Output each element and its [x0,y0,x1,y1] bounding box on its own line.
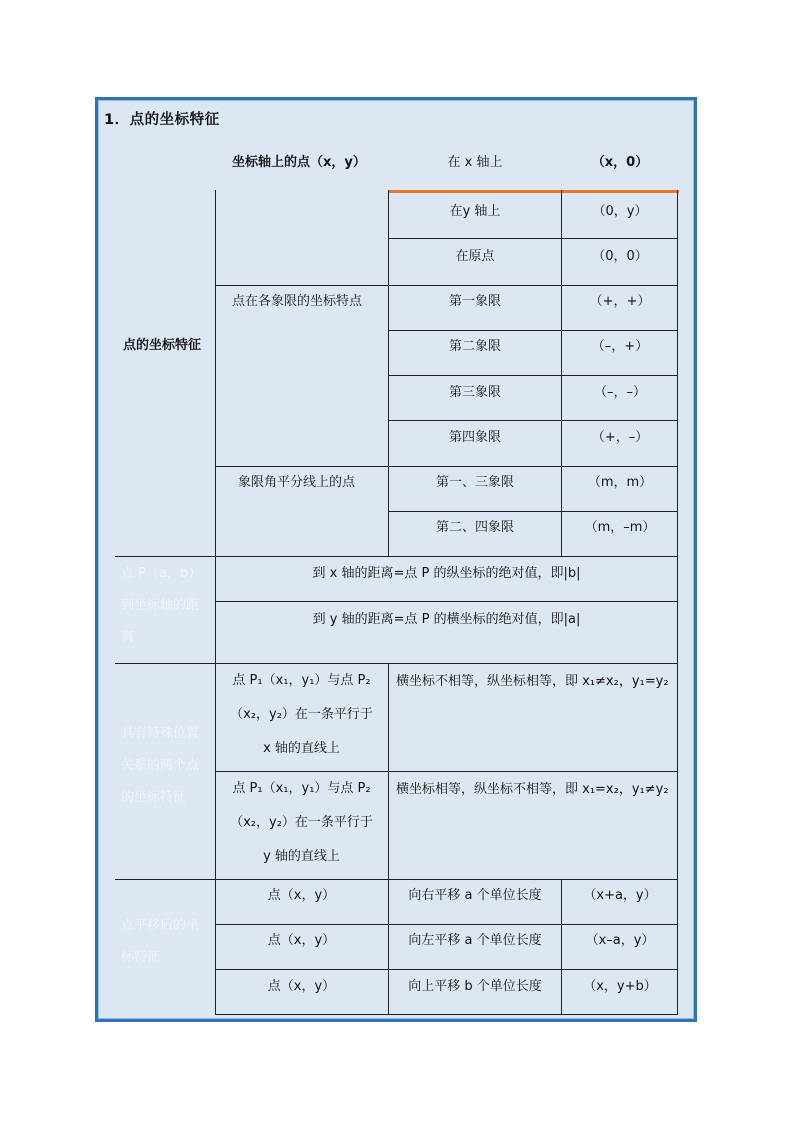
parallel-y-rule: 横坐标相等，纵坐标不相等，即 x₁=x₂，y₁≠y₂ [396,782,669,797]
parallel-y-desc-line: y 轴的直线上 [263,849,340,864]
parallel-y-desc-line: 点 P₁（x₁，y₁）与点 P₂ [232,781,371,796]
origin-label: 在原点 [455,249,495,264]
quadrant-name: 第三象限 [448,385,501,400]
grid-line [561,190,562,557]
on-y-axis-coord: （0，y） [592,204,648,219]
grid-line [115,879,678,880]
quadrant-name: 第一象限 [448,294,501,309]
grid-line [215,924,678,925]
bisector-coord: （m，m） [587,475,653,490]
grid-line [215,285,678,286]
grid-line [215,601,678,602]
grid-line [215,466,678,467]
translate-label-line: 标特征 [121,950,161,965]
header-on-x-axis: 在 x 轴上 [447,155,503,170]
grid-line [115,556,678,557]
parallel-x-desc-line: x 轴的直线上 [263,741,340,756]
grid-line [115,663,678,664]
grid-line [388,663,389,1015]
parallel-x-desc-line: （x₂，y₂）在一条平行于 [230,707,373,722]
grid-line [388,330,678,331]
header-divider [388,190,679,193]
on-y-axis-label: 在y 轴上 [449,204,501,219]
parallel-y-desc-line: （x₂，y₂）在一条平行于 [230,815,373,830]
translate-label-line: 点平移后的坐 [121,918,200,933]
distance-label-line: 点 P（a，b） [121,566,202,581]
grid-line [215,1014,678,1015]
translate-move: 向左平移 a 个单位长度 [408,933,542,948]
translate-point: 点（x，y） [267,979,336,994]
grid-line [388,511,678,512]
grid-line [215,969,678,970]
translate-result: （x+a，y） [583,888,657,903]
parallel-x-desc-line: 点 P₁（x₁，y₁）与点 P₂ [232,673,371,688]
bisector-name: 第一、三象限 [435,475,514,490]
translate-point: 点（x，y） [267,933,336,948]
grid-line [388,238,678,239]
quadrant-name: 第四象限 [448,430,501,445]
special-label-line: 的坐标特征 [121,790,187,805]
grid-line [388,190,389,557]
quadrant-name: 第二象限 [448,339,501,354]
parallel-x-rule: 横坐标不相等，纵坐标相等，即 x₁≠x₂，y₁=y₂ [396,674,669,689]
grid-line [388,375,678,376]
header-axis-point: 坐标轴上的点（x，y） [232,155,366,170]
quadrant-sign: （–，–） [593,385,646,400]
quadrant-label: 点在各象限的坐标特点 [232,294,363,309]
distance-label-line: 到坐标轴的距 [121,598,200,613]
quadrant-sign: （+，–） [591,430,649,445]
translate-move: 向右平移 a 个单位长度 [408,888,542,903]
special-label-line: 关系的两个点 [121,758,200,773]
quadrant-sign: （–，+） [591,339,649,354]
translate-result: （x，y+b） [583,979,657,994]
quadrant-sign: （+，+） [589,294,651,309]
section-heading: 1．点的坐标特征 [104,112,220,128]
bisector-label: 象限角平分线上的点 [238,475,356,490]
translate-point: 点（x，y） [267,888,336,903]
translate-move: 向上平移 b 个单位长度 [408,979,542,994]
bisector-name: 第二、四象限 [435,520,514,535]
header-x-coord: （x，0） [591,155,649,170]
grid-line [388,420,678,421]
special-label-line: 具有特殊位置 [121,726,200,741]
origin-coord: （0，0） [592,249,648,264]
translate-result: （x–a，y） [585,933,655,948]
bisector-coord: （m，–m） [584,520,656,535]
distance-label-line: 离 [121,630,135,645]
point-coord-features-label: 点的坐标特征 [123,338,202,353]
distance-to-x-axis: 到 x 轴的距离=点 P 的纵坐标的绝对值，即|b| [312,566,581,581]
distance-to-y-axis: 到 y 轴的距离=点 P 的横坐标的绝对值，即|a| [312,612,581,627]
